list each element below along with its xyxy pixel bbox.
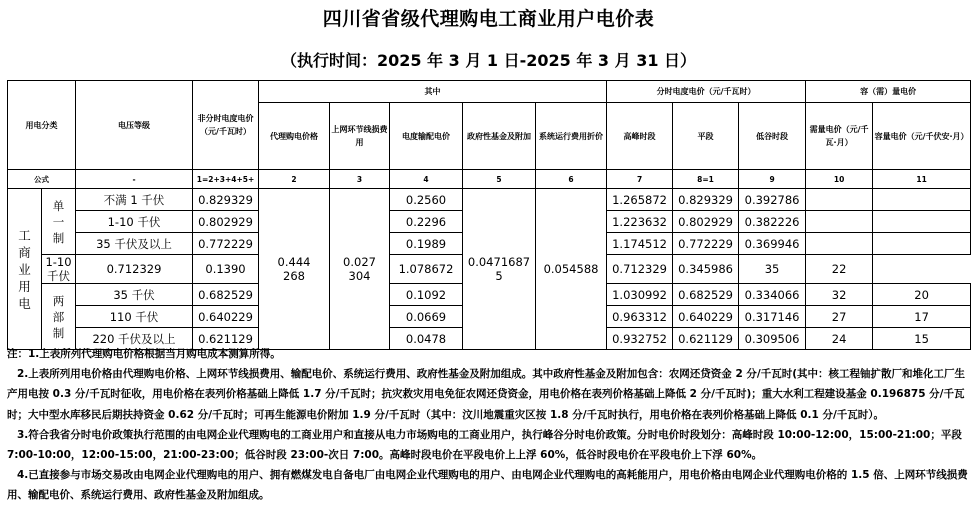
row-flat: 0.640229 [673,306,739,328]
row-peak: 1.030992 [607,284,673,306]
row-transmission: 0.2560 [390,189,463,211]
formula-c4: 4 [390,170,463,189]
row-peak: 1.223632 [607,211,673,233]
row-transmission: 0.1989 [390,233,463,255]
row-valley: 0.317146 [739,306,806,328]
formula-c11: 11 [873,170,971,189]
header-category: 用电分类 [8,81,76,170]
row-capacity [873,211,971,233]
row-non-tou: 0.802929 [193,211,259,233]
row-voltage: 110 千伏 [76,306,193,328]
row-transmission: 0.1390 [193,255,259,284]
header-tou-price: 分时电度电价（元/千瓦时） [607,81,806,103]
row-valley: 0.334066 [739,284,806,306]
header-capacity-price: 容（需）量电价 [806,81,971,103]
formula-c3: 3 [330,170,390,189]
formula-c7: 7 [607,170,673,189]
row-peak: 0.963312 [607,306,673,328]
row-transmission: 0.2296 [390,211,463,233]
tariff-table [7,80,971,350]
document-title: 四川省省级代理购电工商业用户电价表 [322,8,655,30]
row-flat: 0.802929 [673,211,739,233]
formula-c2: 2 [259,170,330,189]
formula-c5: 5 [463,170,536,189]
row-peak: 1.265872 [607,189,673,211]
row-demand: 35 [739,255,806,284]
header-voltage: 电压等级 [76,81,193,170]
note-1: 注：1.上表所列代理购电价格根据当月购电成本测算所得。 [7,348,281,360]
row-demand [806,211,873,233]
row-capacity: 15 [873,328,971,350]
shared-operation-cost: 0.054588 [536,189,607,350]
shared-gov-fund: 0.0471687 5 [463,189,536,350]
row-valley: 0.382226 [739,211,806,233]
header-line-loss: 上网环节线损费用 [330,103,390,170]
header-proxy-price: 代理购电价格 [259,103,330,170]
row-flat: 0.712329 [607,255,673,284]
formula-c9: 9 [739,170,806,189]
row-voltage: 35 千伏 [76,284,193,306]
row-demand [806,233,873,255]
row-flat: 0.829329 [673,189,739,211]
group-two-part-label: 两 部 制 [42,284,76,350]
header-transmission-price: 电度输配电价 [390,103,463,170]
row-non-tou: 0.621129 [193,328,259,350]
header-qizhong: 其中 [259,81,607,103]
row-capacity: 20 [873,284,971,306]
header-flat: 平段 [673,103,739,170]
row-valley: 0.309506 [739,328,806,350]
header-demand-price: 需量电价（元/千瓦·月） [806,103,873,170]
row-demand: 27 [806,306,873,328]
shared-line-loss: 0.027 304 [330,189,390,350]
row-transmission: 0.0669 [390,306,463,328]
row-voltage: 220 千伏及以上 [76,328,193,350]
formula-voltage: - [76,170,193,189]
formula-label: 公式 [8,170,76,189]
header-gov-fund: 政府性基金及附加 [463,103,536,170]
row-demand: 24 [806,328,873,350]
header-operation-cost: 系统运行费用折价 [536,103,607,170]
row-non-tou: 0.772229 [193,233,259,255]
table-row [8,189,971,211]
row-demand: 32 [806,284,873,306]
row-peak: 1.078672 [390,255,463,284]
row-non-tou: 0.640229 [193,306,259,328]
notes-section [7,344,970,506]
row-voltage: 1-10 千伏 [42,255,76,284]
row-demand [806,189,873,211]
header-cap-price: 容量电价（元/千伏安·月） [873,103,971,170]
row-capacity: 22 [806,255,873,284]
formula-c1: 1=2+3+4+5+ [193,170,259,189]
row-non-tou: 0.712329 [76,255,193,284]
row-peak: 1.174512 [607,233,673,255]
row-transmission: 0.1092 [390,284,463,306]
row-capacity [873,233,971,255]
row-transmission: 0.0478 [390,328,463,350]
formula-c8: 8=1 [673,170,739,189]
note-3: 3.符合我省分时电价政策执行范围的由电网企业代理购电的工商业用户和直接从电力市场购电的工商业用户，执行峰谷分时电价政策。分时电价时段划分：高峰时段 10:00-12:00，15:00-21:00；平段 7:00-10:00，12:00-15:00，21:00-23:00；低谷时段 23:00-次日 7:00。高峰时段电价在平段电价上上浮 60%，低谷时段电价在平段电价上下浮 60%。 [7,428,962,462]
group-single-label: 单 一 制 [42,189,76,255]
row-voltage: 不满 1 千伏 [76,189,193,211]
row-valley: 0.392786 [739,189,806,211]
header-non-tou-price: 非分时电度电价（元/千瓦时） [193,81,259,170]
note-2: 2.上表所列用电价格由代理购电价格、上网环节线损费用、输配电价、系统运行费用、政府性基金及附加组成。其中政府性基金及附加包含：农网还贷资金 2 分/千瓦时(其中：核工程铀扩散厂和堆化工厂生产用电按 0.3 分/千瓦时征收，用电价格在表列价格基础上降低 1.7 分/千瓦时；抗灾救灾用电免征农网还贷资金，用电价格在表列价格基础上降低 2 分/千瓦时)；重大水利工程建设基金 0.196875 分/千瓦时；大中型水库移民后期扶持资金 0.62 分/千瓦时；可再生能源电价附加 1.9 分/千瓦时（其中：汶川地震重灾区按 1.8 分/千瓦时执行，用电价格在表列价格基础上降低 0.1 分/千瓦时）。 [7,368,966,421]
row-non-tou: 0.829329 [193,189,259,211]
shared-proxy-price: 0.444 268 [259,189,330,350]
header-peak: 高峰时段 [607,103,673,170]
row-voltage: 1-10 千伏 [76,211,193,233]
row-valley: 0.369946 [739,233,806,255]
row-flat: 0.621129 [673,328,739,350]
formula-c6: 6 [536,170,607,189]
row-voltage: 35 千伏及以上 [76,233,193,255]
row-flat: 0.772229 [673,233,739,255]
header-valley: 低谷时段 [739,103,806,170]
note-4: 4.已直接参与市场交易改由电网企业代理购电的用户、拥有燃煤发电自备电厂由电网企业代理购电的用户、由电网企业代理购电的高耗能用户，用电价格由电网企业代理购电价格的 1.5 倍、上网环节线损费用、输配电价、系统运行费用、政府性基金及附加组成。 [7,469,968,502]
document-subtitle: （执行时间：2025 年 3 月 1 日-2025 年 3 月 31 日） [280,51,697,70]
row-non-tou: 0.682529 [193,284,259,306]
row-valley: 0.345986 [673,255,739,284]
row-capacity [873,189,971,211]
row-flat: 0.682529 [673,284,739,306]
formula-c10: 10 [806,170,873,189]
row-peak: 0.932752 [607,328,673,350]
group-main-label: 工 商 业 用 电 [8,189,42,350]
row-capacity: 17 [873,306,971,328]
